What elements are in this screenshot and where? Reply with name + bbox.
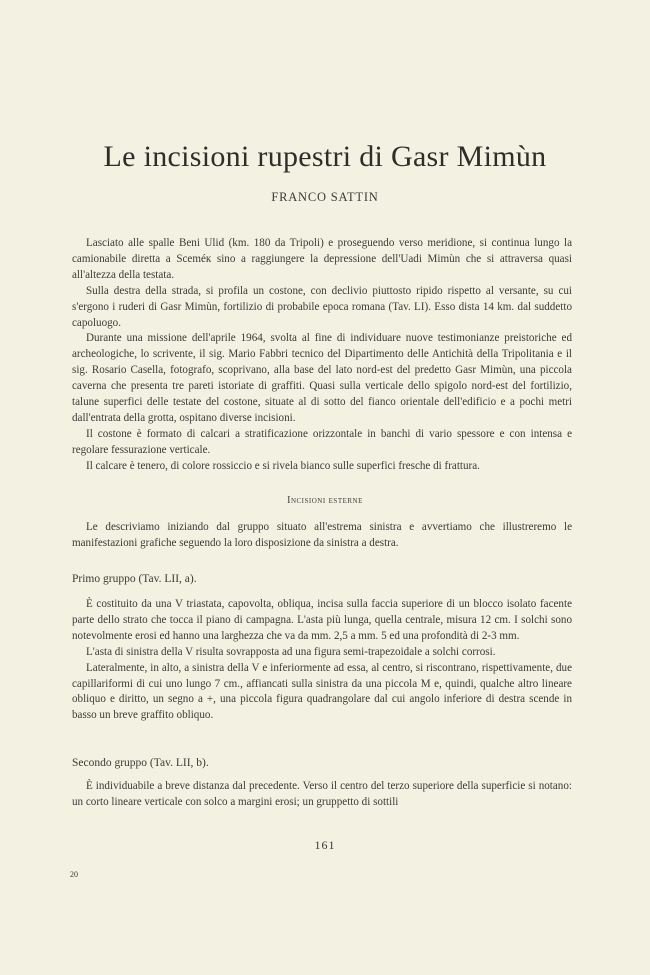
group-heading-1: Primo gruppo (Tav. LII, a). xyxy=(72,573,197,585)
paragraph: È individuabile a breve distanza dal precedente. Verso il centro del terzo superiore della superficie si notano: un corto lineare verticale con solco a margini erosi; un gruppetto di sottili xyxy=(72,780,572,808)
group-heading-2: Secondo gruppo (Tav. LII, b). xyxy=(72,757,209,769)
section-heading: Incisioni esterne xyxy=(287,495,363,506)
paragraph: Il calcare è tenero, di colore rossiccio e si rivela bianco sulle superfici fresche di frattura. xyxy=(86,459,480,472)
paragraph: Sulla destra della strada, si profila un costone, con declivio piuttosto ripido rispetto al versante, su cui s'ergono i ruderi di Gasr Mimùn, fortilizio di probabile epoca romana (Tav. LI). Esso dista 14 km. dal suddetto capoluogo. xyxy=(72,284,572,329)
group1-text xyxy=(72,597,572,724)
paragraph: Durante una missione dell'aprile 1964, svolta al fine di individuare nuove testimonianze preistoriche ed archeologiche, lo scrivente, il sig. Mario Fabbri tecnico del Dipartimento delle Antichità della Tripolitania e il sig. Rosario Casella, fotografo, scoprivano, alla base del lato nord-est del predetto Gasr Mimùn, una piccola caverna che presenta tre pareti istoriate di graffiti. Quasi sulla verticale dello spigolo nord-est del fortilizio, talune superfici delle testate del costone, situate al di sotto del fianco orientale dell'edificio e a pochi metri dall'entrata della grotta, ospitano diverse incisioni. xyxy=(72,332,572,424)
paragraph: Lasciato alle spalle Beni Ulid (km. 180 da Tripoli) e proseguendo verso meridione, si continua lungo la camionabile diretta a Sceméк sino a raggiungere la depressione dell'Uadi Mimùn che si attraversa quasi all'altezza della testata. xyxy=(72,237,572,281)
group2-text xyxy=(72,779,572,811)
paragraph: Le descriviamo iniziando dal gruppo situato all'estrema sinistra e avvertiamo che illustreremo le manifestazioni grafiche seguendo la loro disposizione da sinistra a destra. xyxy=(72,521,572,549)
signature-mark: 20 xyxy=(70,870,78,879)
article-author: FRANCO SATTIN xyxy=(271,190,379,204)
paragraph: Il costone è formato di calcari a stratificazione orizzontale in banchi di vario spessore e con intensa e regolare fessurazione verticale. xyxy=(72,427,572,456)
section-intro xyxy=(72,520,572,552)
article-title: Le incisioni rupestri di Gasr Mimùn xyxy=(103,140,547,173)
page-number: 161 xyxy=(314,838,336,852)
intro-text xyxy=(72,236,572,475)
paragraph: Lateralmente, in alto, a sinistra della V e inferiormente ad essa, al centro, si riscontrano, rispettivamente, due capillariformi di cui uno lungo 7 cm., affiancati sulla sinistra da una piccola M e, quindi, qualche altro lineare obliquo e diritto, un segno a +, una piccola figura quadrangolare dal cui angolo inferiore di destra scende in basso un breve graffito obliquo. xyxy=(72,661,572,722)
paragraph: L'asta di sinistra della V risulta sovrapposta ad una figura semi-trapezoidale a solchi corrosi. xyxy=(86,645,496,658)
paragraph: È costituito da una V triastata, capovolta, obliqua, incisa sulla faccia superiore di un blocco isolato facente parte dello strato che tocca il piano di campagna. L'asta più lunga, quella centrale, misura 12 cm. I solchi sono notevolmente erosi ed hanno una larghezza che va da mm. 2,5 a mm. 5 ed una profondità di 2-3 mm. xyxy=(72,598,572,642)
